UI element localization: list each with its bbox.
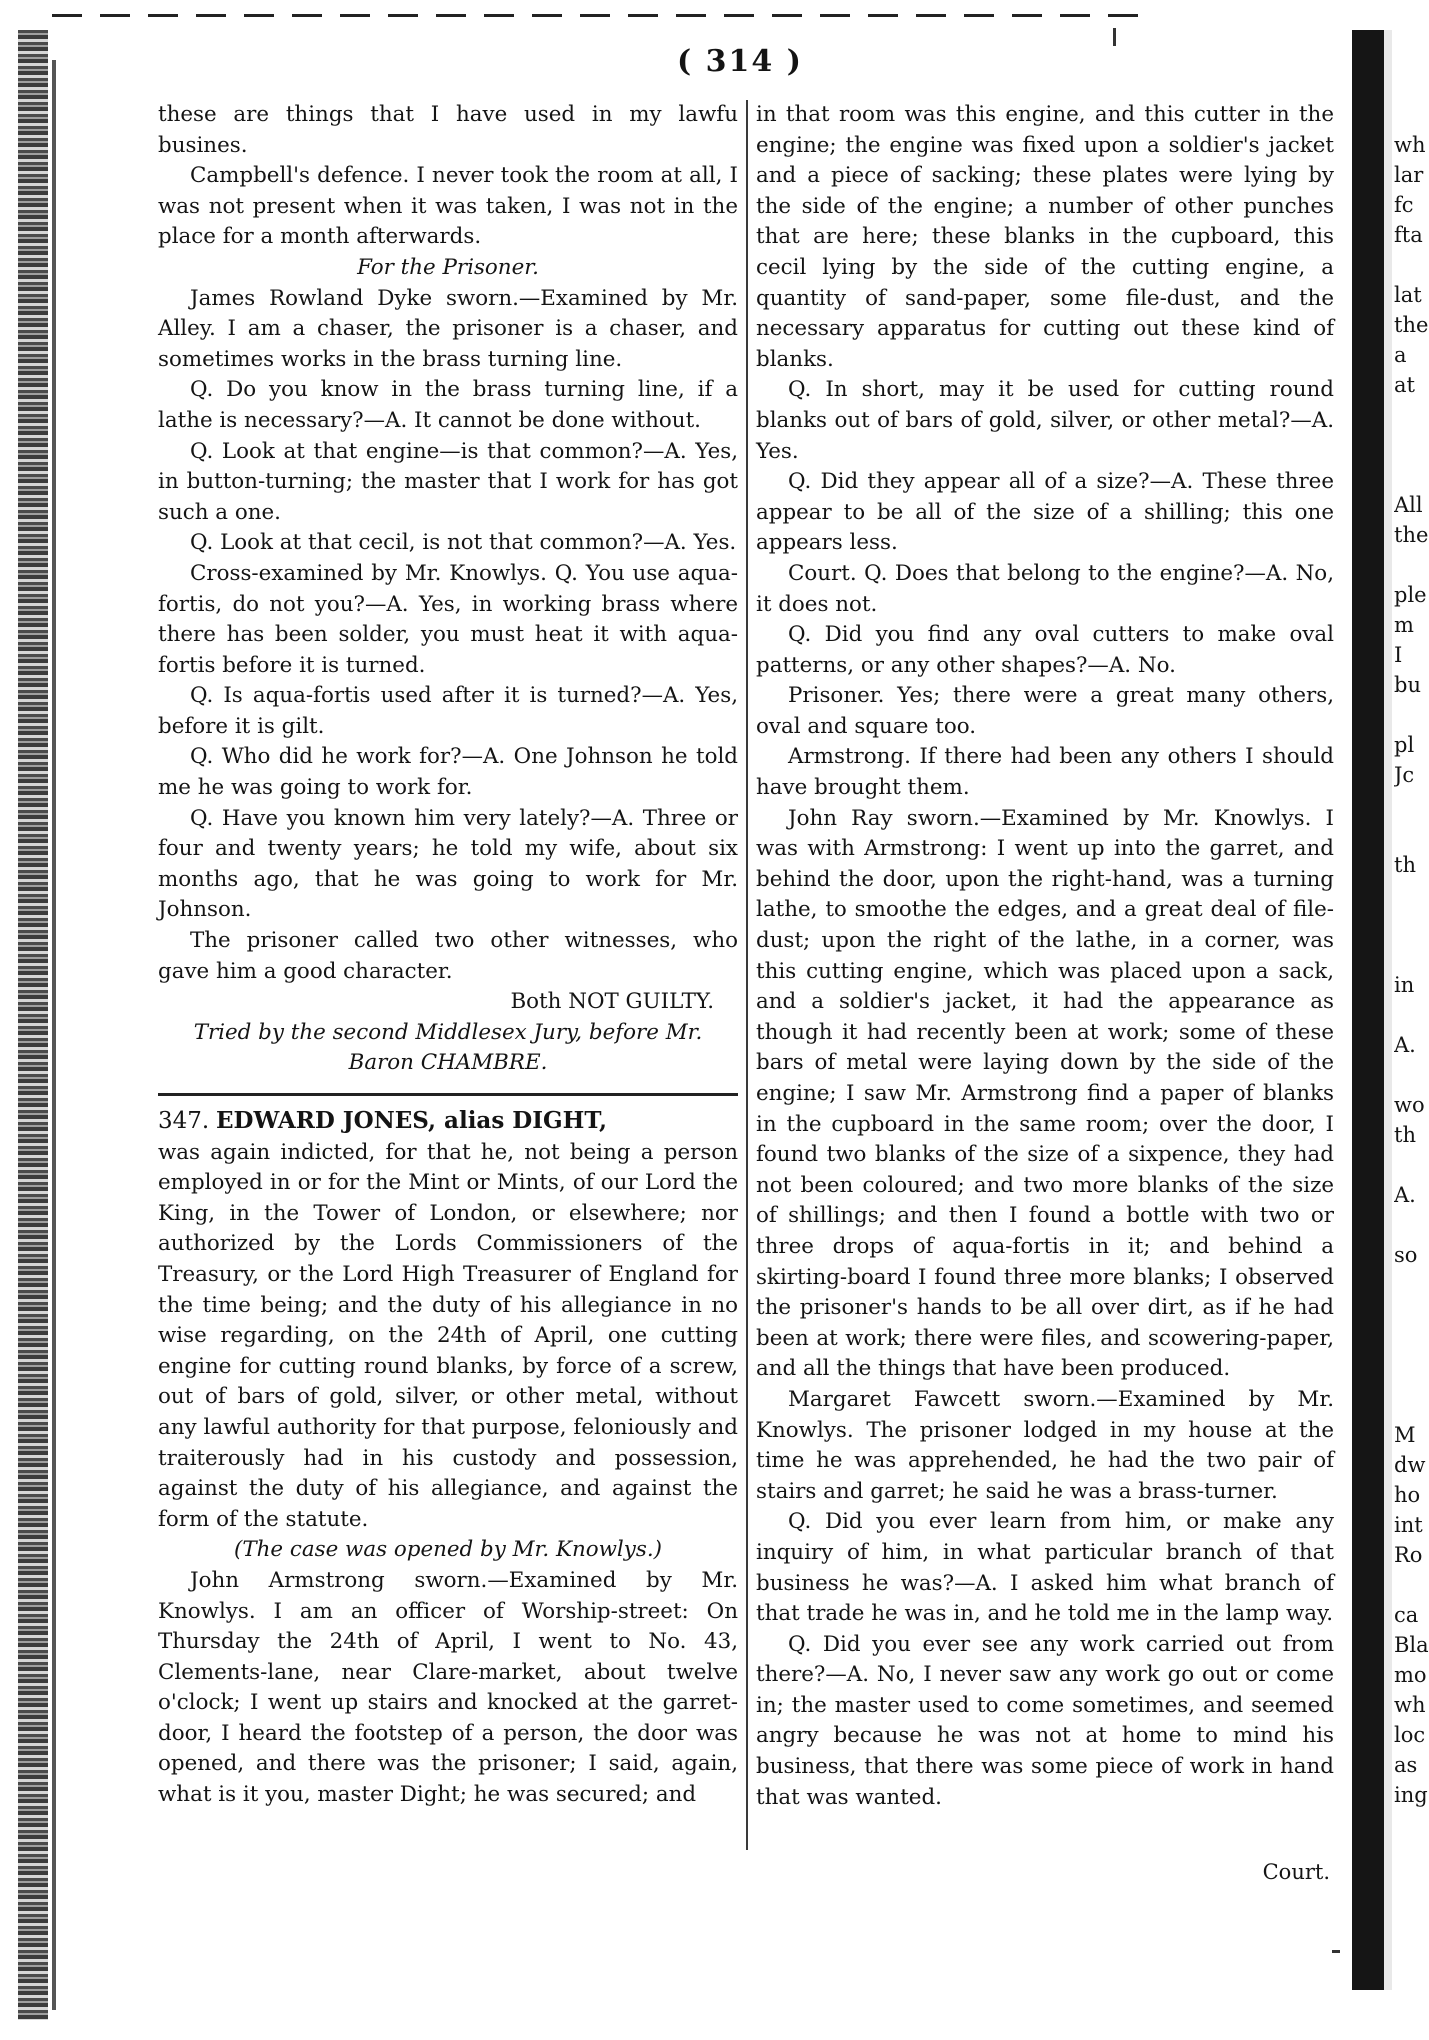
fragment-text: lar xyxy=(1394,163,1424,187)
adjacent-page-fragments xyxy=(1394,130,1429,1890)
fragment-text: mo xyxy=(1394,1663,1427,1687)
scan-mark xyxy=(1332,1950,1340,1953)
paragraph: Q. In short, may it be used for cutting round blanks out of bars of gold, silver, or other metal?—A. Yes. xyxy=(756,377,1334,464)
paragraph: Q. Did you ever see any work carried out from there?—A. No, I never saw any work go out or come in; the master used to come sometimes, and seemed angry because he was not at home to mind his business, that there was some piece of work in hand that was wanted. xyxy=(756,1631,1334,1810)
fragment-text xyxy=(1394,1330,1429,1360)
paragraph: Court. Q. Does that belong to the engine?—A. No, it does not. xyxy=(756,560,1334,617)
fragment-text: dw xyxy=(1394,1453,1426,1477)
fragment-text: M xyxy=(1394,1423,1416,1447)
paragraph: Cross-examined by Mr. Knowlys. Q. You use aqua-fortis, do not you?—A. Yes, in working brass where there has been solder, you must heat it with aqua-fortis before it is turned. xyxy=(158,560,738,678)
fragment-text: at xyxy=(1394,373,1415,397)
fragment-text xyxy=(1394,700,1429,730)
fragment-text: ho xyxy=(1394,1483,1421,1507)
paragraph: For the Prisoner. xyxy=(357,254,539,280)
fragment-text xyxy=(1394,910,1429,940)
paragraph: Q. Is aqua-fortis used after it is turned?—A. Yes, before it is gilt. xyxy=(158,683,738,739)
column-divider xyxy=(746,100,748,1850)
case-name: EDWARD JONES, alias DIGHT, xyxy=(216,1107,607,1134)
fragment-text: pl xyxy=(1394,733,1415,757)
fragment-text xyxy=(1394,550,1429,580)
paragraph: (The case was opened by Mr. Knowlys.) xyxy=(234,1537,662,1563)
fragment-text: wh xyxy=(1394,133,1426,157)
left-column-paragraphs xyxy=(158,100,738,1079)
case-heading xyxy=(158,1106,738,1138)
fragment-text xyxy=(1394,880,1429,910)
fragment-text xyxy=(1394,250,1429,280)
fragment-text: A. xyxy=(1394,1183,1416,1207)
fragment-text xyxy=(1394,1300,1429,1330)
section-divider xyxy=(158,1093,738,1096)
fragment-text xyxy=(1394,1360,1429,1390)
fragment-text xyxy=(1394,430,1429,460)
paragraph: Both NOT GUILTY. xyxy=(510,989,714,1015)
paragraph: Q. Look at that cecil, is not that common?—A. Yes. xyxy=(190,530,737,556)
fragment-text xyxy=(1394,1210,1429,1240)
case-number: 347. xyxy=(158,1108,210,1134)
paragraph: John Armstrong sworn.—Examined by Mr. Knowlys. I am an officer of Worship-street: On Thursday the 24th of April, I went to No. 43, Clements-lane, near Clare-market, about twelve o'clock; I went up stairs and knocked at the garret-door, I heard the footstep of a person, the door was opened, and there was the prisoner; I said, again, what is it you, master Dight; he was secured; and xyxy=(158,1567,738,1808)
fragment-text: loc xyxy=(1394,1723,1426,1747)
paragraph: Tried by the second Middlesex Jury, before Mr. Baron CHAMBRE. xyxy=(193,1019,703,1076)
fragment-text: int xyxy=(1394,1513,1423,1537)
scan-left-edge xyxy=(18,30,48,2020)
catchword: Court. xyxy=(1262,1860,1330,1884)
fragment-text xyxy=(1394,1390,1429,1420)
fragment-text xyxy=(1394,1060,1429,1090)
fragment-text xyxy=(1394,1570,1429,1600)
fragment-text: th xyxy=(1394,1123,1416,1147)
fragment-text: ple xyxy=(1394,583,1427,607)
paragraph: in that room was this engine, and this cutter in the engine; the engine was fixed upon a soldier's jacket and a piece of sacking; these plates were lying by the side of the engine; a number of other punches that are here; these blanks in the cupboard, this cecil lying by the side of the cutting engine, a quantity of sand-paper, some file-dust, and the necessary apparatus for cutting out these kind of blanks. xyxy=(756,102,1334,372)
paragraph: John Ray sworn.—Examined by Mr. Knowlys. I was with Armstrong: I went up into the garret, and behind the door, upon the right-hand, was a turning lathe, to smoothe the edges, and a great deal of file-dust; upon the right of the lathe, in a corner, was this cutting engine, which was placed upon a sack, and a soldier's jacket, it had the appearance as though it had recently been at work; some of these bars of metal were laying down by the side of the engine; I saw Mr. Armstrong find a paper of blanks in the cupboard in the same room; over the door, I found two blanks of the size of a sixpence, they had not been coloured; and two more blanks of the size of shillings; and then I found a bottle with two or three drops of aqua-fortis in it; and behind a skirting-board I found three more blanks; I observed the prisoner's hands to be all over dirt, as if he had been at work; there were files, and scowering-paper, and all the things that have been produced. xyxy=(756,805,1334,1382)
right-column xyxy=(756,100,1334,1813)
fragment-text xyxy=(1394,820,1429,850)
page-number: ( 314 ) xyxy=(677,44,803,79)
fragment-text: wo xyxy=(1394,1093,1425,1117)
fragment-text xyxy=(1394,1150,1429,1180)
paragraph: Campbell's defence. I never took the room at all, I was not present when it was taken, I was not in the place for a month afterwards. xyxy=(158,163,738,250)
fragment-text: fta xyxy=(1394,223,1423,247)
paragraph: Prisoner. Yes; there were a great many others, oval and square too. xyxy=(756,683,1334,739)
fragment-text: Bla xyxy=(1394,1633,1429,1657)
fragment-text: m xyxy=(1394,613,1414,637)
fragment-text xyxy=(1394,790,1429,820)
fragment-text: I xyxy=(1394,643,1403,667)
fragment-text: fc xyxy=(1394,193,1414,217)
fragment-text: the xyxy=(1394,313,1429,337)
fragment-text: as xyxy=(1394,1753,1418,1777)
fragment-text: th xyxy=(1394,853,1416,877)
scan-top-edge xyxy=(52,14,1152,17)
paragraph: these are things that I have used in my lawfu busines. xyxy=(158,102,738,158)
paragraph: Margaret Fawcett sworn.—Examined by Mr. Knowlys. The prisoner lodged in my house at the time he was apprehended, he had the two pair of stairs and garret; he said he was a brass-turner. xyxy=(756,1386,1334,1504)
fragment-text: ing xyxy=(1394,1783,1428,1807)
scan-left-border xyxy=(52,60,56,2010)
case-paragraphs xyxy=(158,1138,738,1811)
paragraph: James Rowland Dyke sworn.—Examined by Mr. Alley. I am a chaser, the prisoner is a chaser, and sometimes works in the brass turning line. xyxy=(158,285,738,372)
fragment-text: lat xyxy=(1394,283,1422,307)
fragment-text: Ro xyxy=(1394,1543,1423,1567)
fragment-text: Jc xyxy=(1394,763,1415,787)
book-gutter xyxy=(1352,30,1384,1990)
fragment-text xyxy=(1394,1270,1429,1300)
paragraph: Q. Did you ever learn from him, or make any inquiry of him, in what particular branch of that business he was?—A. I asked him what branch of that trade he was in, and he told me in the lamp way. xyxy=(756,1509,1334,1627)
fragment-text: All xyxy=(1394,493,1423,517)
fragment-text: wh xyxy=(1394,1693,1426,1717)
scan-mark xyxy=(1113,28,1116,46)
fragment-text: so xyxy=(1394,1243,1418,1267)
paragraph: was again indicted, for that he, not being a person employed in or for the Mint or Mints, of our Lord the King, in the Tower of London, or elsewhere; nor authorized by the Lords Commissioners of the Treasury, or the Lord High Treasurer of England for the time being; and the duty of his allegiance in no wise regarding, on the 24th of April, one cutting engine for cutting round blanks, by force of a screw, out of bars of gold, silver, or other metal, without any lawful authority for that purpose, feloniously and traiterously had in his custody and possession, against the duty of his allegiance, and against the form of the statute. xyxy=(158,1139,738,1532)
paragraph: Q. Have you known him very lately?—A. Three or four and twenty years; he told my wife, about six months ago, that he was going to work for Mr. Johnson. xyxy=(158,805,738,923)
paragraph: The prisoner called two other witnesses, who gave him a good character. xyxy=(158,928,738,984)
fragment-text: bu xyxy=(1394,673,1421,697)
left-column xyxy=(158,100,738,1811)
fragment-text: a xyxy=(1394,343,1407,367)
fragment-text xyxy=(1394,460,1429,490)
gutter-gap xyxy=(1384,30,1392,1990)
paragraph: Q. Look at that engine—is that common?—A. Yes, in button-turning; the master that I work for has got such a one. xyxy=(158,438,738,525)
fragment-text: in xyxy=(1394,973,1415,997)
paragraph: Q. Did they appear all of a size?—A. These three appear to be all of the size of a shilling; this one appears less. xyxy=(756,469,1334,556)
right-column-paragraphs xyxy=(756,100,1334,1813)
fragment-text: the xyxy=(1394,523,1429,547)
paragraph: Q. Who did he work for?—A. One Johnson he told me he was going to work for. xyxy=(158,744,738,801)
paragraph: Armstrong. If there had been any others I should have brought them. xyxy=(756,744,1334,801)
fragment-text xyxy=(1394,1000,1429,1030)
fragment-text: ca xyxy=(1394,1603,1419,1627)
paragraph: Q. Do you know in the brass turning line, if a lathe is necessary?—A. It cannot be done without. xyxy=(158,377,738,433)
fragment-text xyxy=(1394,940,1429,970)
paragraph: Q. Did you find any oval cutters to make oval patterns, or any other shapes?—A. No. xyxy=(756,622,1334,678)
fragment-text: A. xyxy=(1394,1033,1416,1057)
fragment-text xyxy=(1394,400,1429,430)
